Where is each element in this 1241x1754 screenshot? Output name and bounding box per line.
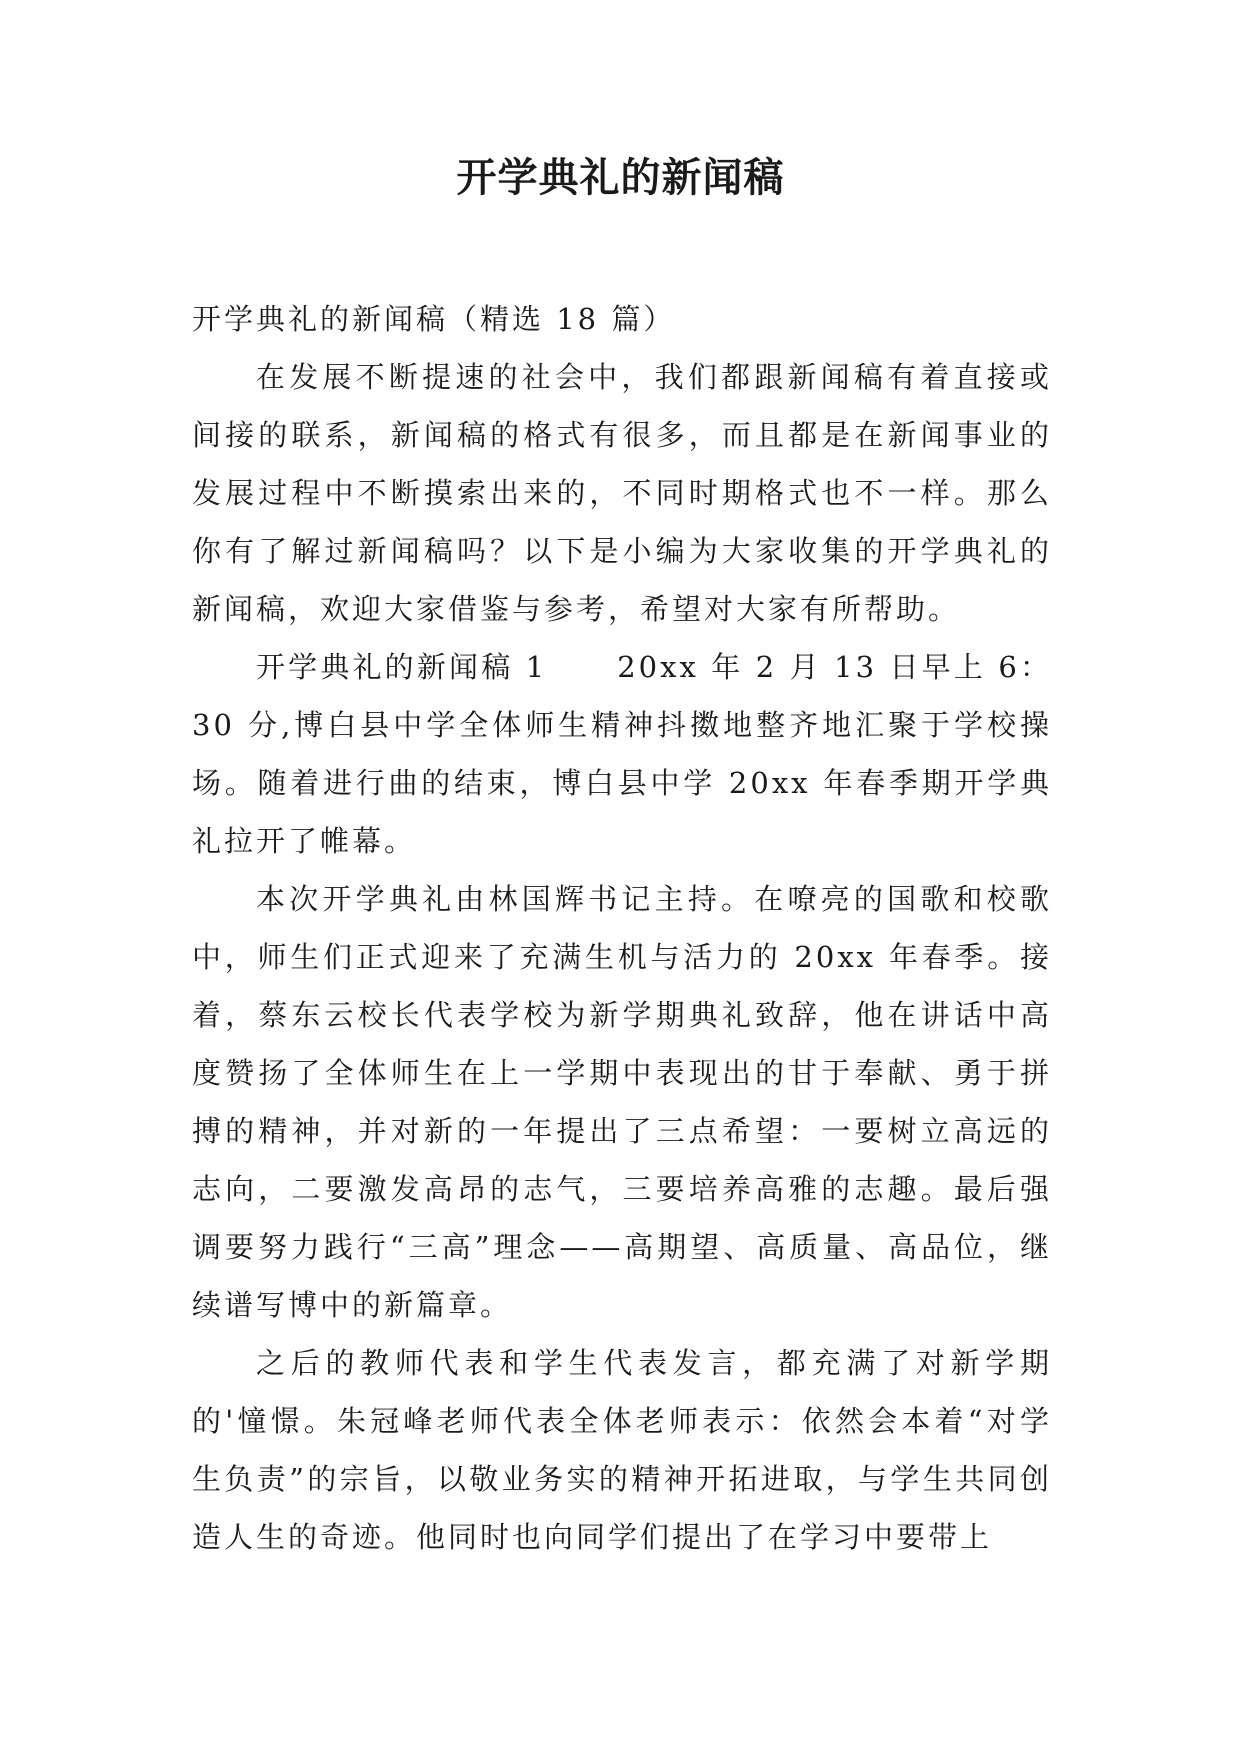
- document-title: 开学典礼的新闻稿: [456, 154, 785, 201]
- article-1-body: 20xx 年 2 月 13 日早上 6：30 分,博白县中学全体师生精神抖擞地整齐地汇聚于学校操场。随着进行曲的结束，博白县中学 20xx 年春季期开学典礼拉开了帷幕。: [192, 650, 1052, 858]
- document-subtitle: 开学典礼的新闻稿（精选 18 篇）: [192, 302, 676, 336]
- document-body: [192, 290, 1052, 1566]
- article-1-heading: 开学典礼的新闻稿 1: [256, 650, 548, 684]
- intro-paragraph: 在发展不断提速的社会中，我们都跟新闻稿有着直接或间接的联系，新闻稿的格式有很多，而且都是在新闻事业的发展过程中不断摸索出来的，不同时期格式也不一样。那么你有了解过新闻稿吗？以下是小编为大家收集的开学典礼的新闻稿，欢迎大家借鉴与参考，希望对大家有所帮助。: [192, 360, 1052, 626]
- ceremony-paragraph: 本次开学典礼由林国辉书记主持。在嘹亮的国歌和校歌中，师生们正式迎来了充满生机与活力的 20xx 年春季。接着，蔡东云校长代表学校为新学期典礼致辞，他在讲话中高度赞扬了全体师生在上一学期中表现出的甘于奉献、勇于拼搏的精神，并对新的一年提出了三点希望：一要树立高远的志向，二要激发高昂的志气，三要培养高雅的志趣。最后强调要努力践行“三高”理念——高期望、高质量、高品位，继续谱写博中的新篇章。: [192, 882, 1052, 1322]
- article-1-paragraph: [192, 638, 1052, 870]
- speeches-paragraph: 之后的教师代表和学生代表发言，都充满了对新学期的'憧憬。朱冠峰老师代表全体老师表示：依然会本着“对学生负责”的宗旨，以敬业务实的精神开拓进取，与学生共同创造人生的奇迹。他同时也向同学们提出了在学习中要带上: [192, 1346, 1052, 1554]
